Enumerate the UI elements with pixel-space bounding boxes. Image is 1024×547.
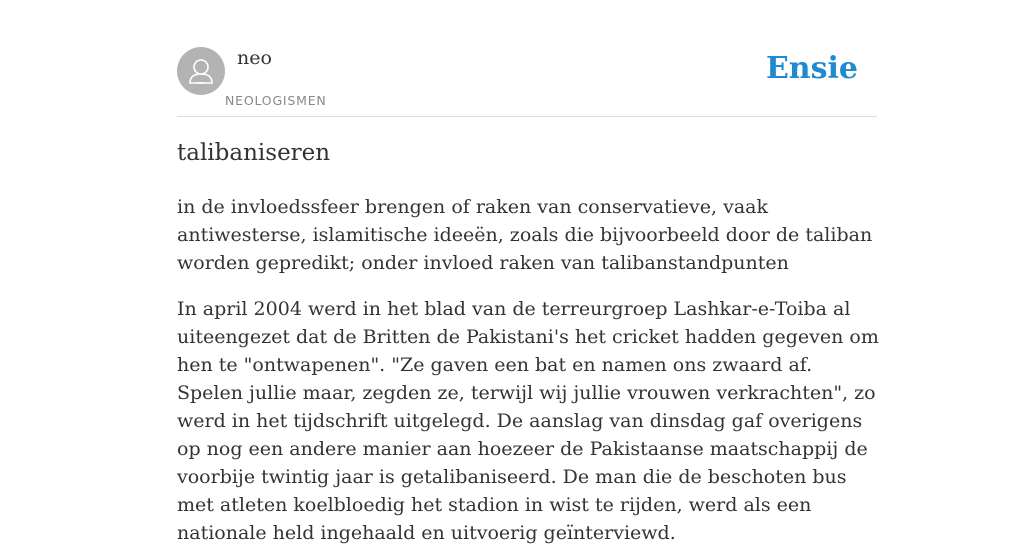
entry-example: In april 2004 werd in het blad van de terreurgroep Lashkar-e-Toiba al uiteengezet dat de Britten de Pakistani's het cricket hadden gegeven om hen te "ontwapenen". "Ze gaven een bat en namen ons zwaard af. Spelen jullie maar, zegden ze, terwijl wij jullie vrouwen verkrachten", zo werd in het tijdschrift uitgelegd. De aanslag van dinsdag gaf overigens op nog een andere manier aan hoezeer de Pakistaanse maatschappij de voorbije twintig jaar is getalibaniseerd. De man die de beschoten bus met atleten koelbloedig het stadion in wist te rijden, werd als een nationale held ingehaald en uitvoerig geïnterviewd. [177,298,879,544]
avatar[interactable] [177,47,225,95]
brand-logo[interactable]: Ensie [765,51,858,86]
category-label[interactable]: NEOLOGISMEN [225,93,327,108]
entry-definition: in de invloedssfeer brengen of raken van conservatieve, vaak antiwesterse, islamitische ideeën, zoals die bijvoorbeeld door de taliban worden gepredikt; onder invloed raken van talibanstandpunten [177,196,873,274]
entry-card [177,44,879,544]
entry-header [177,44,877,117]
author-name[interactable]: neo [237,47,272,69]
user-icon [177,47,225,95]
entry-term: talibaniseren [177,140,331,166]
